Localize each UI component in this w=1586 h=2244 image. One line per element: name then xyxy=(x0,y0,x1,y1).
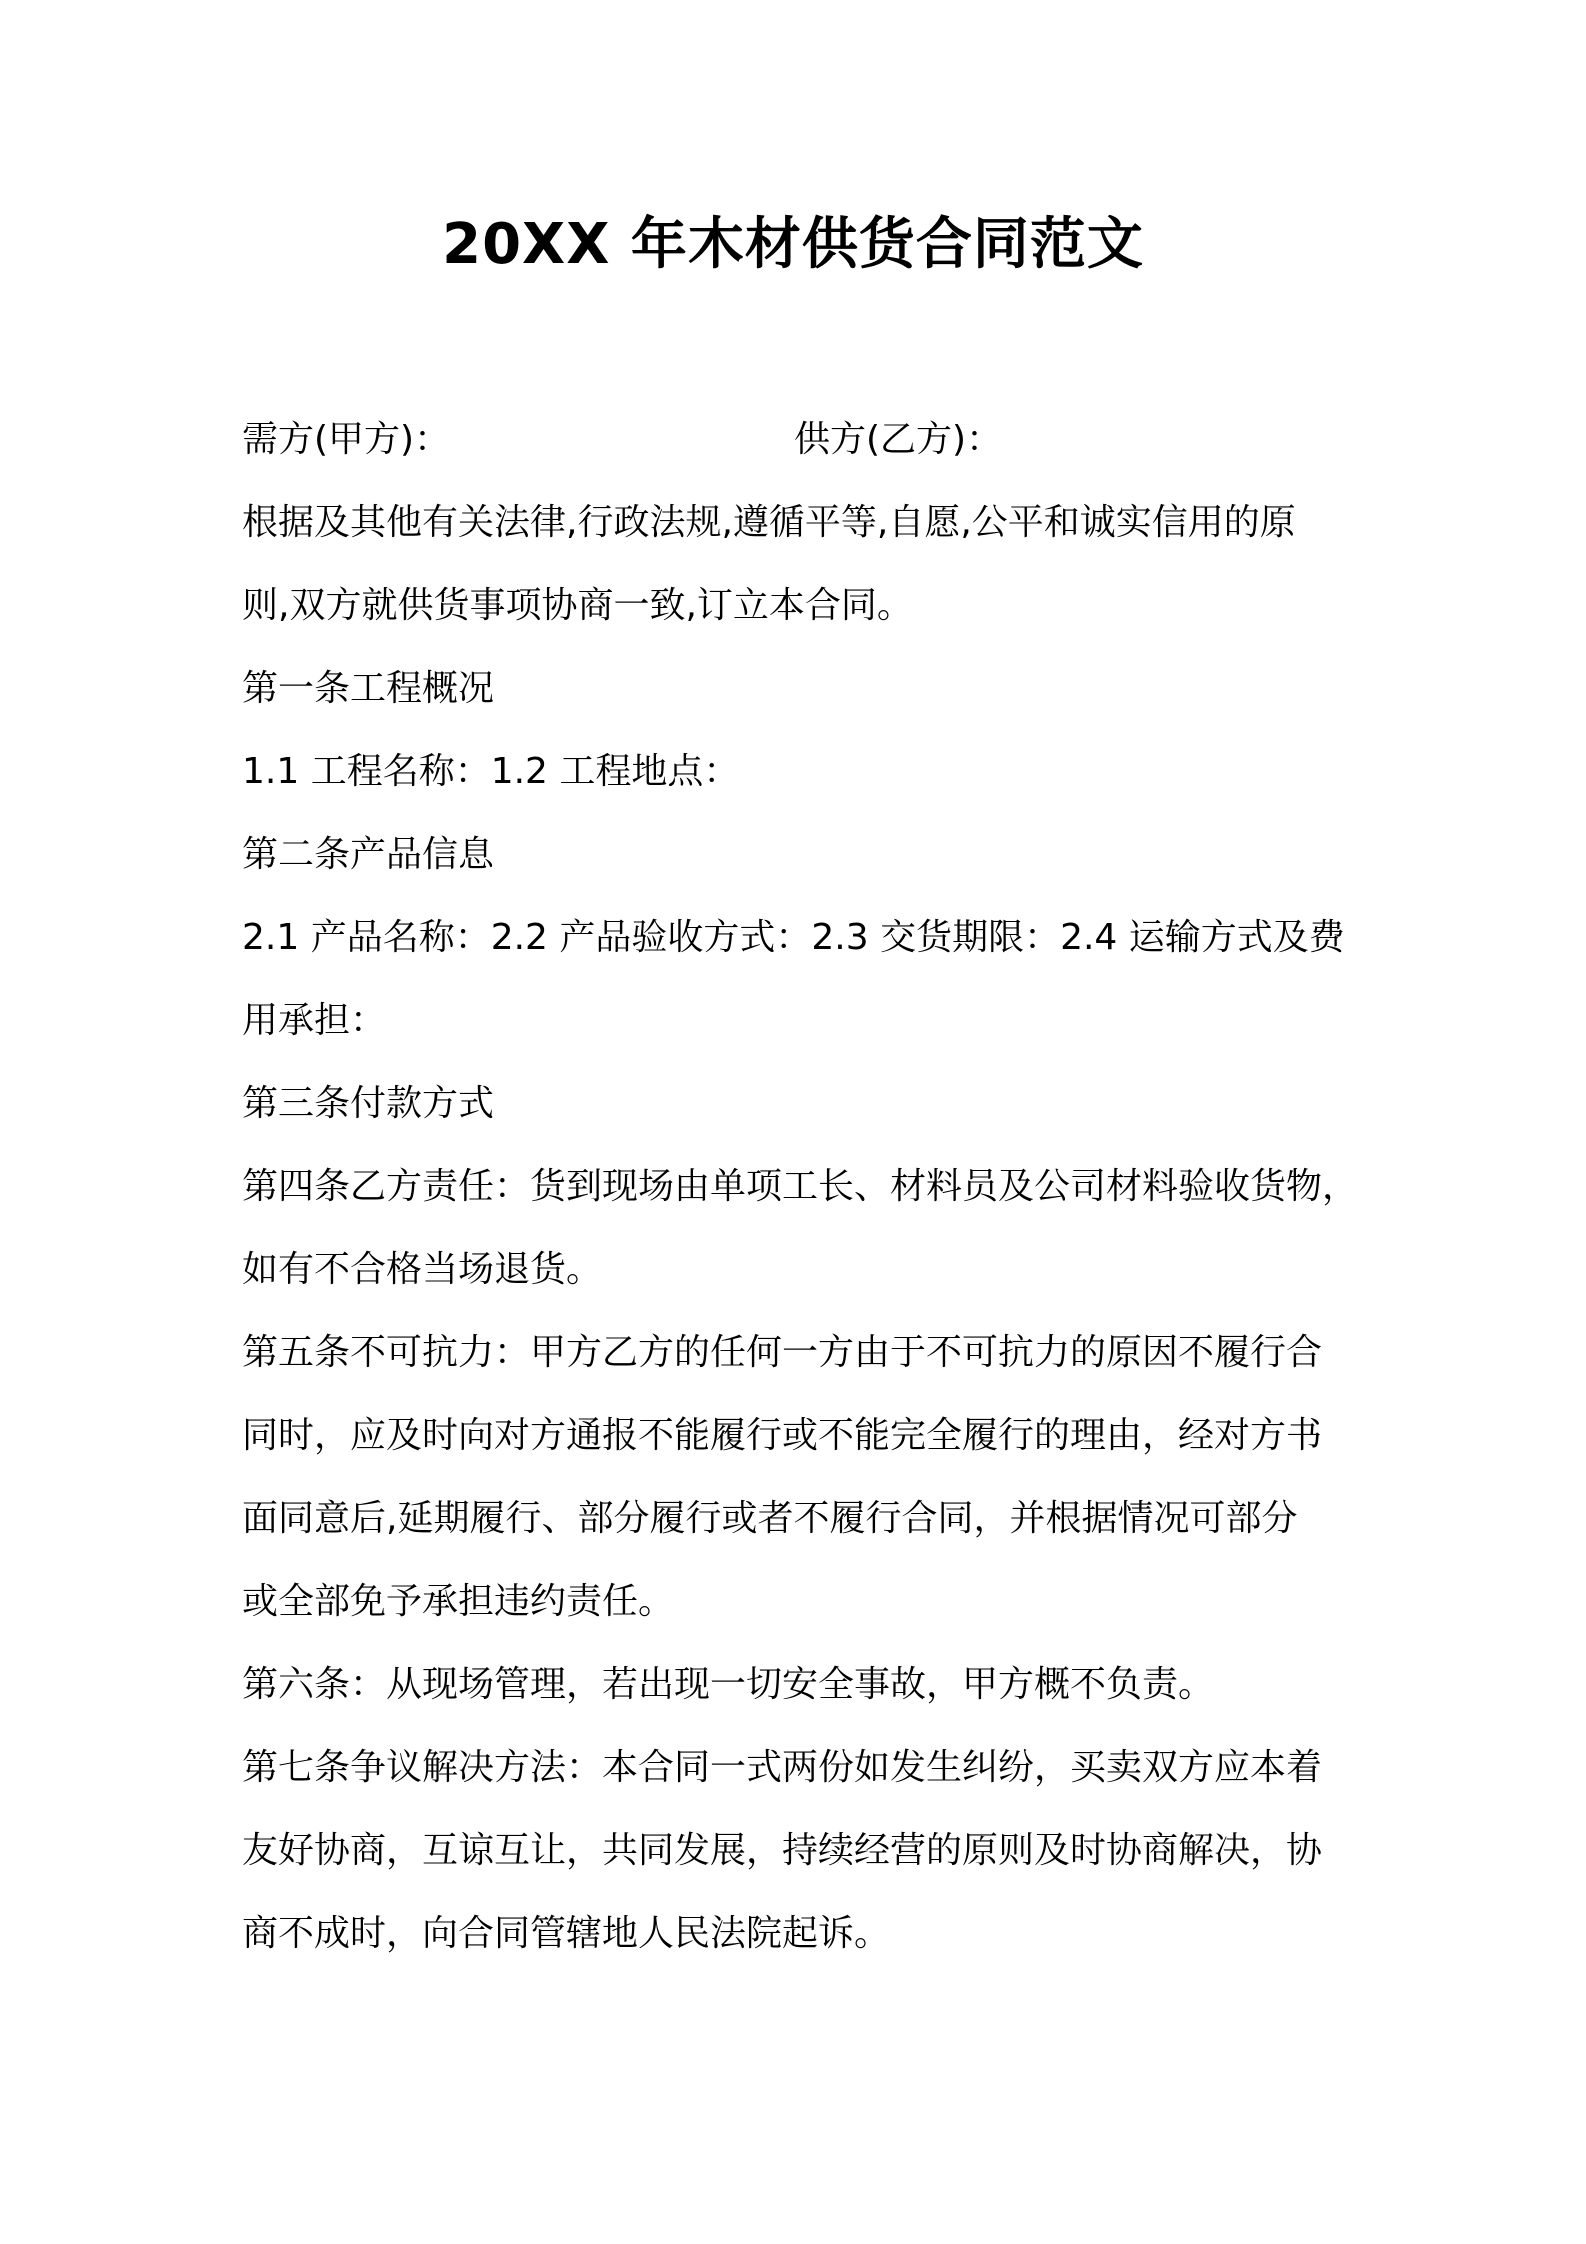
body-line: 第五条不可抗力：甲方乙方的任何一方由于不可抗力的原因不履行合 xyxy=(242,1332,1323,1373)
seller-label: 供方(乙方)： xyxy=(794,419,1003,460)
body-line: 第四条乙方责任：货到现场由单项工长、材料员及公司材料验收货物， xyxy=(242,1166,1359,1207)
body-line: 则,双方就供货事项协商一致,订立本合同。 xyxy=(242,585,913,626)
body-line: 如有不合格当场退货。 xyxy=(242,1249,603,1290)
body-line: 面同意后,延期履行、部分履行或者不履行合同，并根据情况可部分 xyxy=(242,1498,1298,1539)
document-title: 20XX 年木材供货合同范文 xyxy=(442,212,1144,277)
section-heading: 第一条工程概况 xyxy=(242,668,495,709)
parties-line xyxy=(242,398,1366,481)
body-line: 第七条争议解决方法：本合同一式两份如发生纠纷，买卖双方应本着 xyxy=(242,1747,1323,1788)
section-heading: 第二条产品信息 xyxy=(242,834,495,875)
body-line: 2.1 产品名称：2.2 产品验收方式：2.3 交货期限：2.4 运输方式及费 xyxy=(242,917,1345,958)
body-line: 友好协商，互谅互让，共同发展，持续经营的原则及时协商解决，协 xyxy=(242,1830,1323,1871)
body-line: 同时，应及时向对方通报不能履行或不能完全履行的理由，经对方书 xyxy=(242,1415,1323,1456)
body-line: 根据及其他有关法律,行政法规,遵循平等,自愿,公平和诚实信用的原 xyxy=(242,502,1296,543)
body-line: 商不成时，向合同管辖地人民法院起诉。 xyxy=(242,1913,891,1954)
body-line: 或全部免予承担违约责任。 xyxy=(242,1581,675,1622)
document-body xyxy=(242,398,1366,1975)
body-line: 1.1 工程名称：1.2 工程地点： xyxy=(242,751,740,792)
buyer-label: 需方(甲方)： xyxy=(242,419,451,460)
body-line: 用承担： xyxy=(242,1000,387,1041)
body-line: 第六条：从现场管理，若出现一切安全事故，甲方概不负责。 xyxy=(242,1664,1215,1705)
section-heading: 第三条付款方式 xyxy=(242,1083,495,1124)
